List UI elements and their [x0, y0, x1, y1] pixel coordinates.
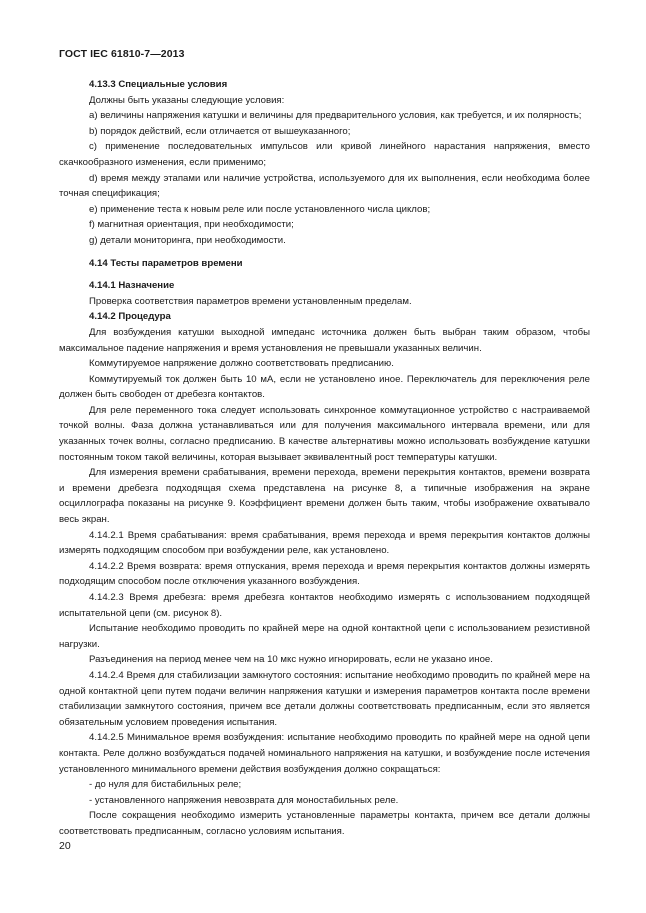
paragraph: Коммутируемое напряжение должно соответствовать предписанию. [89, 358, 394, 370]
list-item-f: f) магнитная ориентация, при необходимости; [89, 219, 294, 231]
subsection-heading-4-14-2: 4.14.2 Процедура [89, 311, 171, 323]
dash-item: - до нуля для бистабильных реле; [89, 779, 242, 791]
paragraph: Испытание необходимо проводить по крайней мере на одной контактной цепи с использованием резистивной нагрузки. [59, 623, 590, 650]
paragraph: Должны быть указаны следующие условия: [89, 94, 285, 106]
paragraph: Для реле переменного тока следует использовать синхронное коммутационное устройство с настраиваемой точкой волны. Фаза должна устанавливаться или для получения максимального интервала времени, или для указанных точек волны, согласно предписанию. В качестве альтернативы можно использовать возбуждение катушки постоянным током такой величины, которая вызывает эквивалентный рост температуры катушки. [59, 404, 590, 463]
clause-4-14-2-5: 4.14.2.5 Минимальное время возбуждения: испытание необходимо проводить по крайней мере на одной цепи контакта. Реле должно возбуждаться подачей номинального напряжения на катушки, и возбуждение после истечения установленного минимального времени действия возбуждения должно сокращаться: [59, 732, 590, 775]
paragraph: После сокращения необходимо измерить установленные параметры контакта, причем все детали должны соответствовать предписанным, согласно условиям испытания. [59, 810, 590, 837]
clause-4-14-2-4: 4.14.2.4 Время для стабилизации замкнутого состояния: испытание необходимо проводить по крайней мере на одной контактной цепи путем подачи величин напряжения катушки и измерения параметров контакта после времени стабилизации замкнутого состояния, причем все детали должны соответствовать предписанным, если это является обязательным условием проведения испытания. [59, 669, 590, 728]
list-item-a: a) величины напряжения катушки и величины для предварительного условия, как требуется, и их полярность; [89, 110, 582, 122]
clause-4-14-2-2: 4.14.2.2 Время возврата: время отпускания, время перехода и время перекрытия контактов должны измерять подходящим способом после отключения указанного возбуждения. [59, 560, 590, 588]
clause-4-14-2-3: 4.14.2.3 Время дребезга: время дребезга контактов необходимо измерять с использованием подходящей испытательной цепи (см. рисунок 8). [59, 592, 590, 619]
paragraph: Разъединения на период менее чем на 10 мкс нужно игнорировать, если не указано иное. [89, 654, 493, 666]
list-item-b: b) порядок действий, если отличается от вышеуказанного; [89, 125, 351, 137]
clause-4-14-2-1: 4.14.2.1 Время срабатывания: время срабатывания, время перехода и время перекрытия контактов должны измерять подходящим способом при возбуждении реле, как установлено. [59, 529, 590, 557]
list-item-g: g) детали мониторинга, при необходимости. [89, 234, 286, 246]
subsection-heading-4-13-3: 4.13.3 Специальные условия [89, 79, 228, 90]
paragraph: Проверка соответствия параметров времени установленным пределам. [89, 295, 412, 307]
dash-item: - установленного напряжения невозврата для моностабильных реле. [89, 794, 399, 806]
paragraph: Для возбуждения катушки выходной импеданс источника должен быть выбран таким образом, чтобы максимальное падение напряжения и время установления не превышали указанных величин. [59, 326, 590, 354]
document-header: ГОСТ IEC 61810-7—2013 [59, 48, 185, 60]
list-item-d: d) время между этапами или наличие устройства, используемого для их выполнения, если необходима более точная спецификация; [59, 172, 590, 200]
subsection-heading-4-14-1: 4.14.1 Назначение [89, 280, 175, 292]
section-heading-4-14: 4.14 Тесты параметров времени [89, 257, 243, 269]
paragraph: Коммутируемый ток должен быть 10 мА, если не установлено иное. Переключатель для переключения реле должен быть свободен от дребезга контактов. [59, 373, 590, 401]
page-number: 20 [59, 840, 71, 852]
document-body [59, 77, 590, 840]
list-item-c: c) применение последовательных импульсов или кривой линейного нарастания напряжения, вместо скачкообразного изменения, если применимо; [59, 141, 590, 168]
list-item-e: e) применение теста к новым реле или после установленного числа циклов; [89, 203, 431, 215]
paragraph: Для измерения времени срабатывания, времени перехода, времени перекрытия контактов, времени возврата и времени дребезга подходящая схема представлена на рисунке 8, а типичные изображения на экране осциллографа показаны на рисунке 9. Коэффициент времени должен быть таким, чтобы изображение охватывало весь экран. [59, 467, 590, 526]
